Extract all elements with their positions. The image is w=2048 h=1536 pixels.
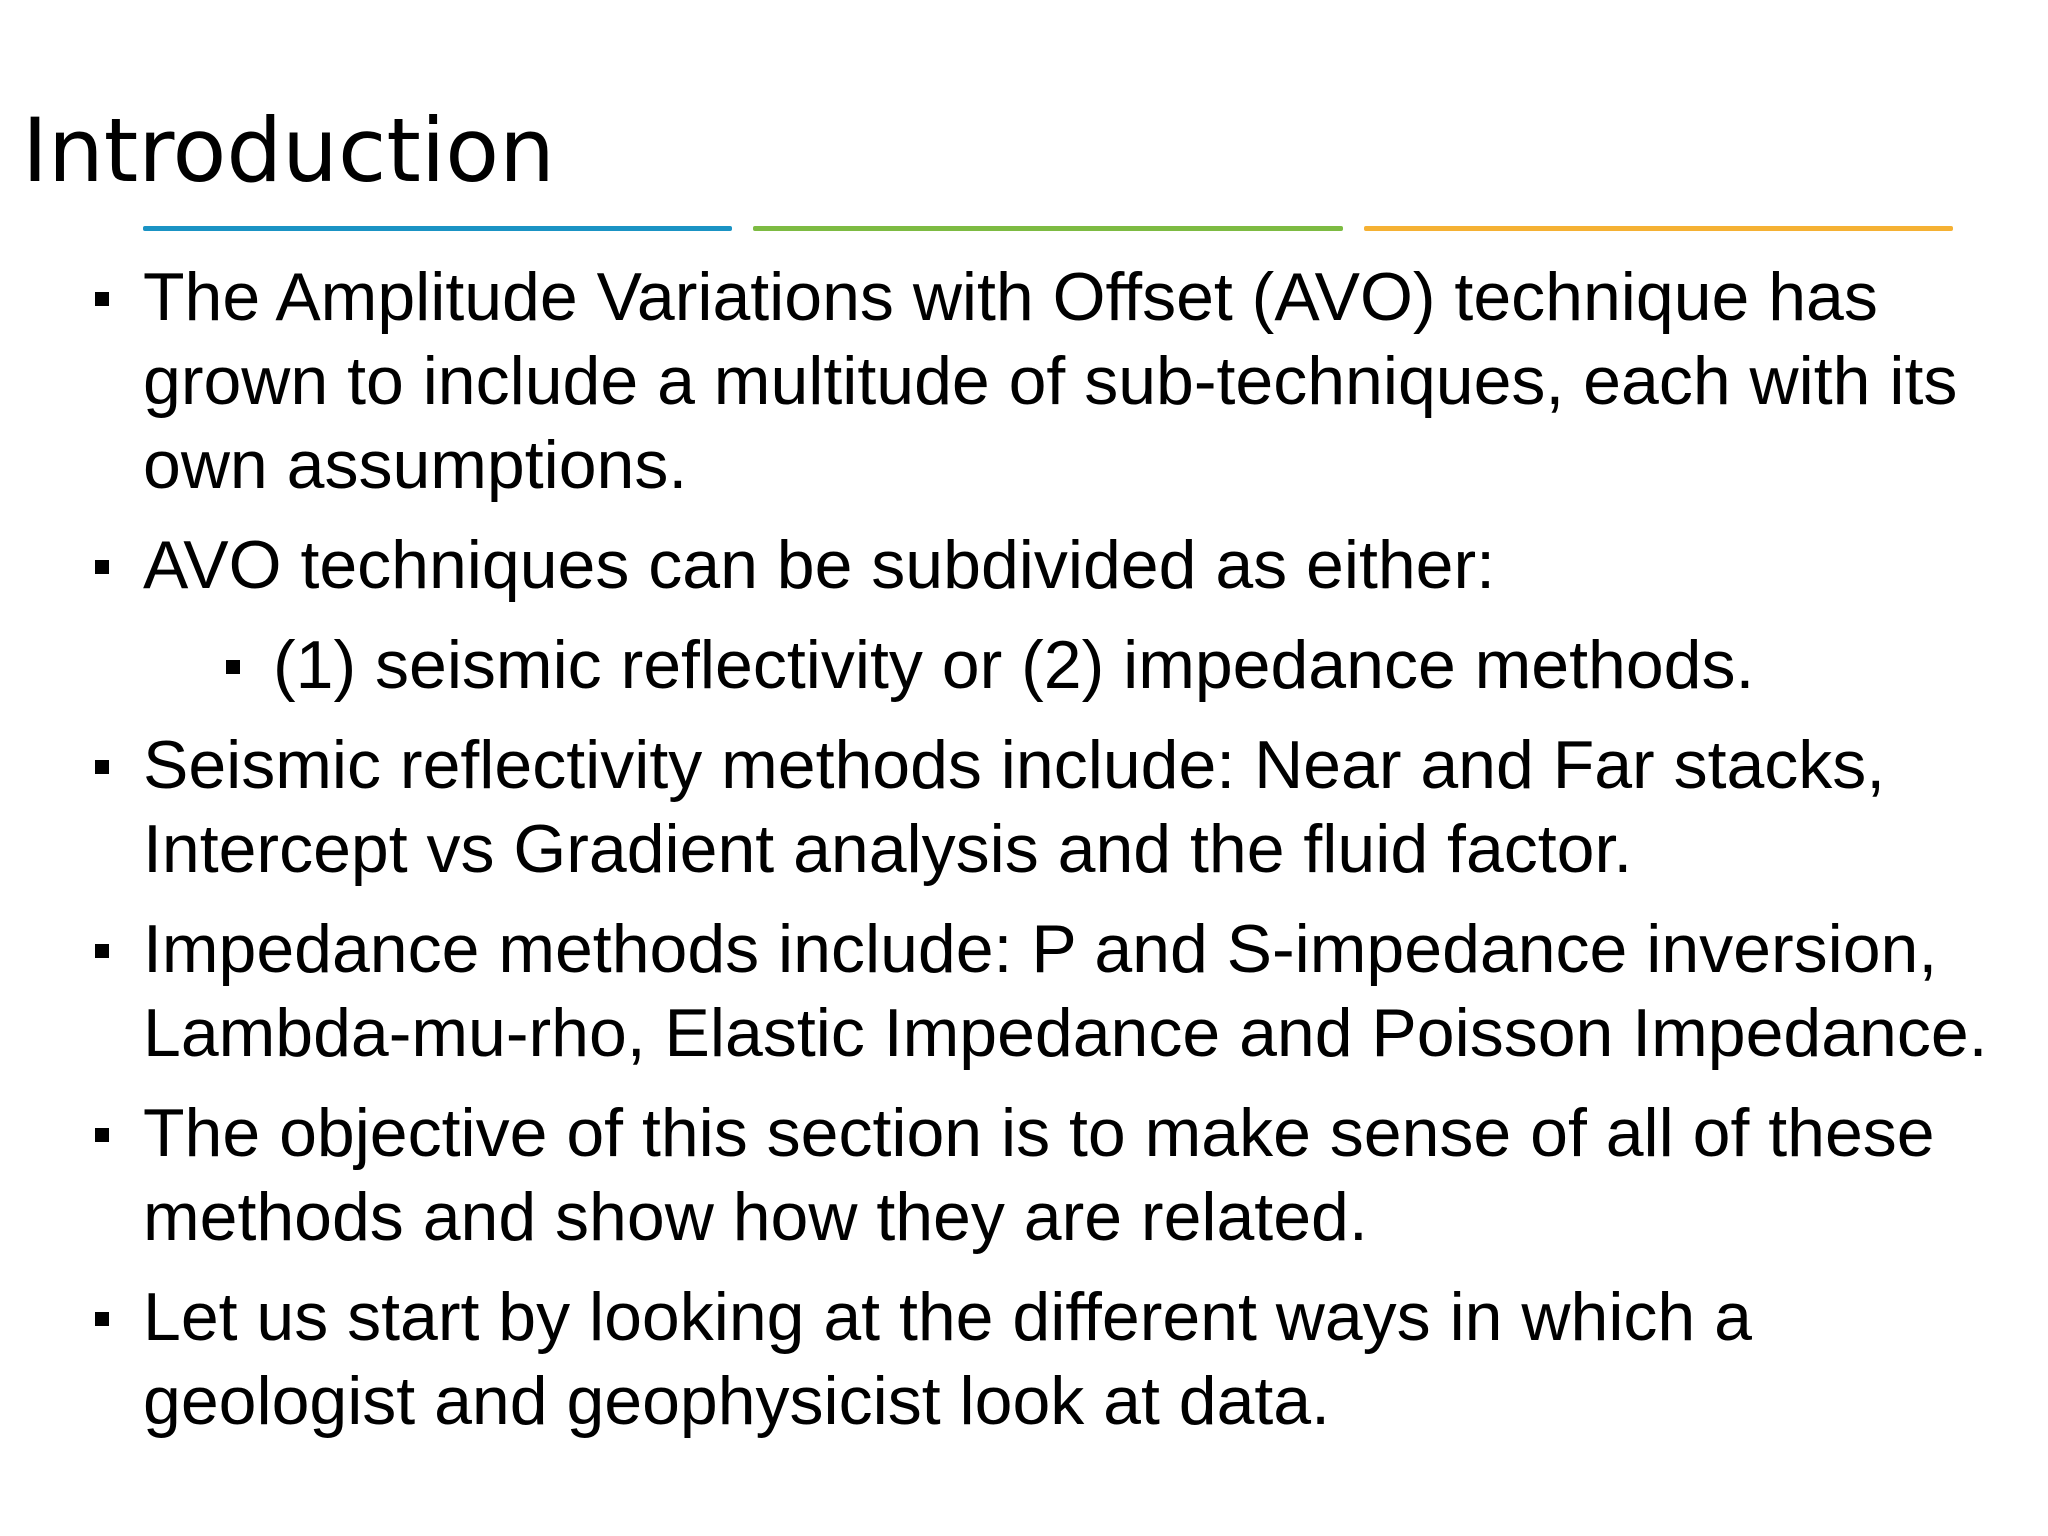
square-bullet-icon — [95, 292, 109, 306]
sub-bullet-text: (1) seismic reflectivity or (2) impedance methods. — [273, 627, 1755, 703]
square-bullet-icon — [95, 560, 109, 574]
square-bullet-icon — [95, 760, 109, 774]
bullet-text: The objective of this section is to make sense of all of these methods and show how they are related. — [143, 1095, 1935, 1255]
sub-bullet-item — [95, 623, 2025, 707]
slide-title: Introduction — [22, 99, 555, 202]
bullet-text: Impedance methods include: P and S-impedance inversion, Lambda-mu-rho, Elastic Impedance and Poisson Impedance. — [143, 911, 1988, 1071]
title-rule-green — [753, 226, 1343, 231]
bullet-text: Let us start by looking at the different ways in which a geologist and geophysicist look at data. — [143, 1279, 1752, 1439]
square-bullet-icon — [226, 660, 240, 674]
bullet-text: Seismic reflectivity methods include: Near and Far stacks, Intercept vs Gradient analysis and the fluid factor. — [143, 727, 1886, 887]
title-rule-blue — [143, 226, 732, 231]
bullet-item — [95, 255, 2025, 507]
bullet-item — [95, 1275, 2025, 1443]
bullet-item — [95, 1091, 2025, 1259]
bullet-item — [95, 723, 2025, 891]
bullet-item — [95, 523, 2025, 607]
bullet-item — [95, 907, 2025, 1075]
bullet-list — [95, 255, 2025, 1459]
square-bullet-icon — [95, 1128, 109, 1142]
title-rule-orange — [1364, 226, 1953, 231]
bullet-text: AVO techniques can be subdivided as either: — [143, 527, 1496, 603]
square-bullet-icon — [95, 1312, 109, 1326]
square-bullet-icon — [95, 944, 109, 958]
bullet-text: The Amplitude Variations with Offset (AVO) technique has grown to include a multitude of sub-techniques, each with its own assumptions. — [143, 259, 1958, 503]
